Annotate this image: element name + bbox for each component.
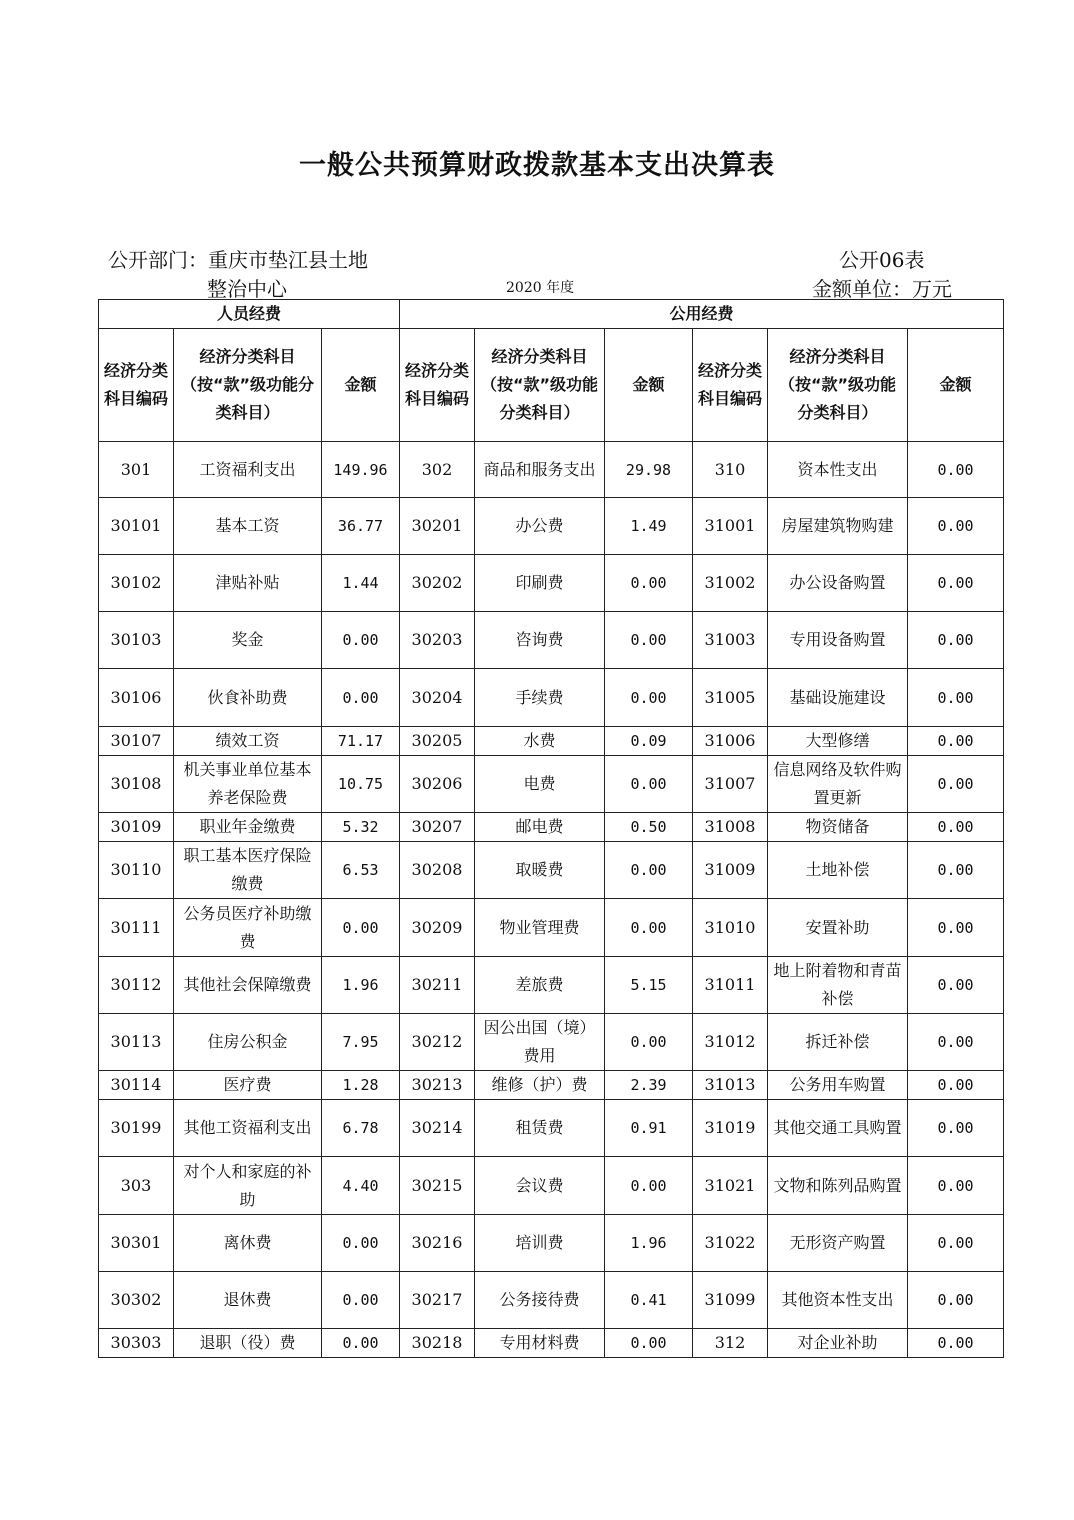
personnel-item: 机关事业单位基本养老保险费 bbox=[174, 756, 322, 813]
capital-code: 31005 bbox=[693, 669, 768, 727]
public-item: 专用材料费 bbox=[475, 1329, 605, 1358]
public-item: 取暖费 bbox=[475, 842, 605, 899]
capital-item: 物资储备 bbox=[768, 813, 908, 842]
capital-code: 31099 bbox=[693, 1272, 768, 1329]
personnel-amount: 7.95 bbox=[322, 1014, 400, 1071]
public-item: 会议费 bbox=[475, 1157, 605, 1215]
personnel-code: 30111 bbox=[99, 899, 174, 957]
public-code: 30208 bbox=[400, 842, 475, 899]
capital-amount: 0.00 bbox=[908, 813, 1004, 842]
public-amount: 5.15 bbox=[605, 957, 693, 1014]
table-row bbox=[99, 612, 1004, 669]
public-code: 30216 bbox=[400, 1215, 475, 1272]
personnel-amount: 4.40 bbox=[322, 1157, 400, 1215]
public-item: 手续费 bbox=[475, 669, 605, 727]
table-row bbox=[99, 1014, 1004, 1071]
personnel-item: 绩效工资 bbox=[174, 727, 322, 756]
capital-code: 31006 bbox=[693, 727, 768, 756]
personnel-code: 30303 bbox=[99, 1329, 174, 1358]
capital-code: 31019 bbox=[693, 1100, 768, 1157]
capital-amount: 0.00 bbox=[908, 842, 1004, 899]
capital-code: 312 bbox=[693, 1329, 768, 1358]
capital-item: 信息网络及软件购置更新 bbox=[768, 756, 908, 813]
public-amount: 0.91 bbox=[605, 1100, 693, 1157]
public-code: 30202 bbox=[400, 555, 475, 612]
personnel-code: 30114 bbox=[99, 1071, 174, 1100]
public-amount: 0.00 bbox=[605, 669, 693, 727]
capital-item: 专用设备购置 bbox=[768, 612, 908, 669]
personnel-code: 30113 bbox=[99, 1014, 174, 1071]
capital-amount: 0.00 bbox=[908, 727, 1004, 756]
table-row bbox=[99, 756, 1004, 813]
department-label: 公开部门：重庆市垫江县土地 bbox=[108, 248, 368, 272]
public-amount: 0.00 bbox=[605, 756, 693, 813]
capital-item: 地上附着物和青苗补偿 bbox=[768, 957, 908, 1014]
public-code: 30205 bbox=[400, 727, 475, 756]
capital-amount: 0.00 bbox=[908, 957, 1004, 1014]
public-amount: 0.00 bbox=[605, 1014, 693, 1071]
public-item: 商品和服务支出 bbox=[475, 442, 605, 498]
public-amount: 0.00 bbox=[605, 1157, 693, 1215]
personnel-item: 其他社会保障缴费 bbox=[174, 957, 322, 1014]
table-row bbox=[99, 957, 1004, 1014]
section-personnel: 人员经费 bbox=[99, 300, 400, 329]
personnel-amount: 0.00 bbox=[322, 612, 400, 669]
table-row bbox=[99, 727, 1004, 756]
public-amount: 0.41 bbox=[605, 1272, 693, 1329]
capital-item: 资本性支出 bbox=[768, 442, 908, 498]
public-amount: 2.39 bbox=[605, 1071, 693, 1100]
capital-item: 办公设备购置 bbox=[768, 555, 908, 612]
capital-item: 其他资本性支出 bbox=[768, 1272, 908, 1329]
public-item: 电费 bbox=[475, 756, 605, 813]
public-amount: 0.00 bbox=[605, 842, 693, 899]
personnel-amount: 6.53 bbox=[322, 842, 400, 899]
personnel-amount: 149.96 bbox=[322, 442, 400, 498]
personnel-amount: 0.00 bbox=[322, 1272, 400, 1329]
capital-code: 31001 bbox=[693, 498, 768, 555]
public-code: 30209 bbox=[400, 899, 475, 957]
capital-amount: 0.00 bbox=[908, 1071, 1004, 1100]
personnel-code: 30107 bbox=[99, 727, 174, 756]
department-label-line2: 整治中心 bbox=[207, 277, 287, 301]
personnel-item: 退职（役）费 bbox=[174, 1329, 322, 1358]
public-amount: 0.00 bbox=[605, 612, 693, 669]
public-item: 租赁费 bbox=[475, 1100, 605, 1157]
public-amount: 1.96 bbox=[605, 1215, 693, 1272]
public-item: 办公费 bbox=[475, 498, 605, 555]
table-row bbox=[99, 1272, 1004, 1329]
header-amount: 金额 bbox=[605, 329, 693, 442]
public-amount: 0.09 bbox=[605, 727, 693, 756]
personnel-amount: 1.44 bbox=[322, 555, 400, 612]
personnel-code: 30199 bbox=[99, 1100, 174, 1157]
form-number: 公开06表 bbox=[839, 248, 925, 272]
page-title: 一般公共预算财政拨款基本支出决算表 bbox=[299, 150, 775, 181]
capital-amount: 0.00 bbox=[908, 1014, 1004, 1071]
table-row bbox=[99, 1071, 1004, 1100]
personnel-item: 对个人和家庭的补助 bbox=[174, 1157, 322, 1215]
personnel-code: 301 bbox=[99, 442, 174, 498]
personnel-item: 工资福利支出 bbox=[174, 442, 322, 498]
personnel-item: 职工基本医疗保险缴费 bbox=[174, 842, 322, 899]
capital-code: 310 bbox=[693, 442, 768, 498]
header-amount: 金额 bbox=[322, 329, 400, 442]
table-row bbox=[99, 842, 1004, 899]
capital-item: 大型修缮 bbox=[768, 727, 908, 756]
table-row bbox=[99, 899, 1004, 957]
capital-code: 31022 bbox=[693, 1215, 768, 1272]
public-code: 30203 bbox=[400, 612, 475, 669]
capital-amount: 0.00 bbox=[908, 1215, 1004, 1272]
capital-code: 31008 bbox=[693, 813, 768, 842]
personnel-code: 30302 bbox=[99, 1272, 174, 1329]
public-item: 因公出国（境）费用 bbox=[475, 1014, 605, 1071]
public-item: 物业管理费 bbox=[475, 899, 605, 957]
personnel-item: 住房公积金 bbox=[174, 1014, 322, 1071]
table-row bbox=[99, 498, 1004, 555]
capital-amount: 0.00 bbox=[908, 1157, 1004, 1215]
public-item: 培训费 bbox=[475, 1215, 605, 1272]
header-code: 经济分类科目编码 bbox=[400, 329, 475, 442]
personnel-item: 医疗费 bbox=[174, 1071, 322, 1100]
personnel-code: 30108 bbox=[99, 756, 174, 813]
table-row bbox=[99, 669, 1004, 727]
personnel-item: 公务员医疗补助缴费 bbox=[174, 899, 322, 957]
public-amount: 1.49 bbox=[605, 498, 693, 555]
capital-amount: 0.00 bbox=[908, 1272, 1004, 1329]
personnel-code: 30301 bbox=[99, 1215, 174, 1272]
header-code: 经济分类科目编码 bbox=[99, 329, 174, 442]
capital-code: 31010 bbox=[693, 899, 768, 957]
personnel-amount: 6.78 bbox=[322, 1100, 400, 1157]
public-code: 30214 bbox=[400, 1100, 475, 1157]
capital-code: 31011 bbox=[693, 957, 768, 1014]
personnel-item: 其他工资福利支出 bbox=[174, 1100, 322, 1157]
capital-amount: 0.00 bbox=[908, 1329, 1004, 1358]
section-public: 公用经费 bbox=[400, 300, 1004, 329]
public-item: 差旅费 bbox=[475, 957, 605, 1014]
public-code: 30217 bbox=[400, 1272, 475, 1329]
capital-amount: 0.00 bbox=[908, 498, 1004, 555]
header-name: 经济分类科目（按“款”级功能分类科目） bbox=[174, 329, 322, 442]
capital-amount: 0.00 bbox=[908, 1100, 1004, 1157]
personnel-item: 奖金 bbox=[174, 612, 322, 669]
capital-amount: 0.00 bbox=[908, 669, 1004, 727]
public-item: 公务接待费 bbox=[475, 1272, 605, 1329]
header-code: 经济分类科目编码 bbox=[693, 329, 768, 442]
expenditure-table bbox=[98, 299, 1004, 1358]
capital-amount: 0.00 bbox=[908, 442, 1004, 498]
personnel-item: 基本工资 bbox=[174, 498, 322, 555]
public-item: 邮电费 bbox=[475, 813, 605, 842]
public-amount: 0.00 bbox=[605, 555, 693, 612]
table-row bbox=[99, 1329, 1004, 1358]
capital-code: 31003 bbox=[693, 612, 768, 669]
header-name: 经济分类科目（按“款”级功能分类科目） bbox=[768, 329, 908, 442]
public-code: 30215 bbox=[400, 1157, 475, 1215]
capital-code: 31002 bbox=[693, 555, 768, 612]
public-amount: 0.50 bbox=[605, 813, 693, 842]
public-code: 30212 bbox=[400, 1014, 475, 1071]
table-row bbox=[99, 555, 1004, 612]
personnel-code: 30106 bbox=[99, 669, 174, 727]
table-row bbox=[99, 1215, 1004, 1272]
public-amount: 29.98 bbox=[605, 442, 693, 498]
personnel-item: 退休费 bbox=[174, 1272, 322, 1329]
personnel-code: 303 bbox=[99, 1157, 174, 1215]
public-code: 30204 bbox=[400, 669, 475, 727]
capital-code: 31013 bbox=[693, 1071, 768, 1100]
personnel-amount: 1.96 bbox=[322, 957, 400, 1014]
personnel-item: 离休费 bbox=[174, 1215, 322, 1272]
table-row bbox=[99, 1100, 1004, 1157]
capital-code: 31012 bbox=[693, 1014, 768, 1071]
personnel-amount: 10.75 bbox=[322, 756, 400, 813]
capital-item: 公务用车购置 bbox=[768, 1071, 908, 1100]
capital-amount: 0.00 bbox=[908, 899, 1004, 957]
capital-item: 其他交通工具购置 bbox=[768, 1100, 908, 1157]
personnel-code: 30110 bbox=[99, 842, 174, 899]
public-code: 30207 bbox=[400, 813, 475, 842]
personnel-amount: 36.77 bbox=[322, 498, 400, 555]
public-code: 30206 bbox=[400, 756, 475, 813]
header-name: 经济分类科目（按“款”级功能分类科目） bbox=[475, 329, 605, 442]
personnel-amount: 0.00 bbox=[322, 899, 400, 957]
public-code: 30201 bbox=[400, 498, 475, 555]
capital-code: 31007 bbox=[693, 756, 768, 813]
public-item: 咨询费 bbox=[475, 612, 605, 669]
public-item: 印刷费 bbox=[475, 555, 605, 612]
public-code: 302 bbox=[400, 442, 475, 498]
capital-item: 安置补助 bbox=[768, 899, 908, 957]
public-code: 30213 bbox=[400, 1071, 475, 1100]
header-amount: 金额 bbox=[908, 329, 1004, 442]
capital-amount: 0.00 bbox=[908, 555, 1004, 612]
personnel-amount: 0.00 bbox=[322, 1215, 400, 1272]
capital-amount: 0.00 bbox=[908, 612, 1004, 669]
table-row bbox=[99, 813, 1004, 842]
personnel-item: 职业年金缴费 bbox=[174, 813, 322, 842]
personnel-code: 30102 bbox=[99, 555, 174, 612]
public-amount: 0.00 bbox=[605, 899, 693, 957]
public-item: 维修（护）费 bbox=[475, 1071, 605, 1100]
personnel-amount: 0.00 bbox=[322, 669, 400, 727]
personnel-amount: 1.28 bbox=[322, 1071, 400, 1100]
capital-item: 基础设施建设 bbox=[768, 669, 908, 727]
capital-item: 房屋建筑物购建 bbox=[768, 498, 908, 555]
fiscal-year: 2020 年度 bbox=[506, 280, 575, 296]
personnel-code: 30109 bbox=[99, 813, 174, 842]
public-item: 水费 bbox=[475, 727, 605, 756]
capital-item: 土地补偿 bbox=[768, 842, 908, 899]
capital-amount: 0.00 bbox=[908, 756, 1004, 813]
personnel-amount: 0.00 bbox=[322, 1329, 400, 1358]
public-amount: 0.00 bbox=[605, 1329, 693, 1358]
capital-item: 无形资产购置 bbox=[768, 1215, 908, 1272]
capital-item: 拆迁补偿 bbox=[768, 1014, 908, 1071]
capital-item: 对企业补助 bbox=[768, 1329, 908, 1358]
personnel-code: 30112 bbox=[99, 957, 174, 1014]
personnel-item: 伙食补助费 bbox=[174, 669, 322, 727]
table-row bbox=[99, 442, 1004, 498]
personnel-code: 30101 bbox=[99, 498, 174, 555]
personnel-amount: 5.32 bbox=[322, 813, 400, 842]
capital-code: 31021 bbox=[693, 1157, 768, 1215]
table-row bbox=[99, 1157, 1004, 1215]
amount-unit: 金额单位：万元 bbox=[812, 277, 952, 301]
public-code: 30211 bbox=[400, 957, 475, 1014]
public-code: 30218 bbox=[400, 1329, 475, 1358]
personnel-code: 30103 bbox=[99, 612, 174, 669]
personnel-item: 津贴补贴 bbox=[174, 555, 322, 612]
capital-item: 文物和陈列品购置 bbox=[768, 1157, 908, 1215]
capital-code: 31009 bbox=[693, 842, 768, 899]
personnel-amount: 71.17 bbox=[322, 727, 400, 756]
